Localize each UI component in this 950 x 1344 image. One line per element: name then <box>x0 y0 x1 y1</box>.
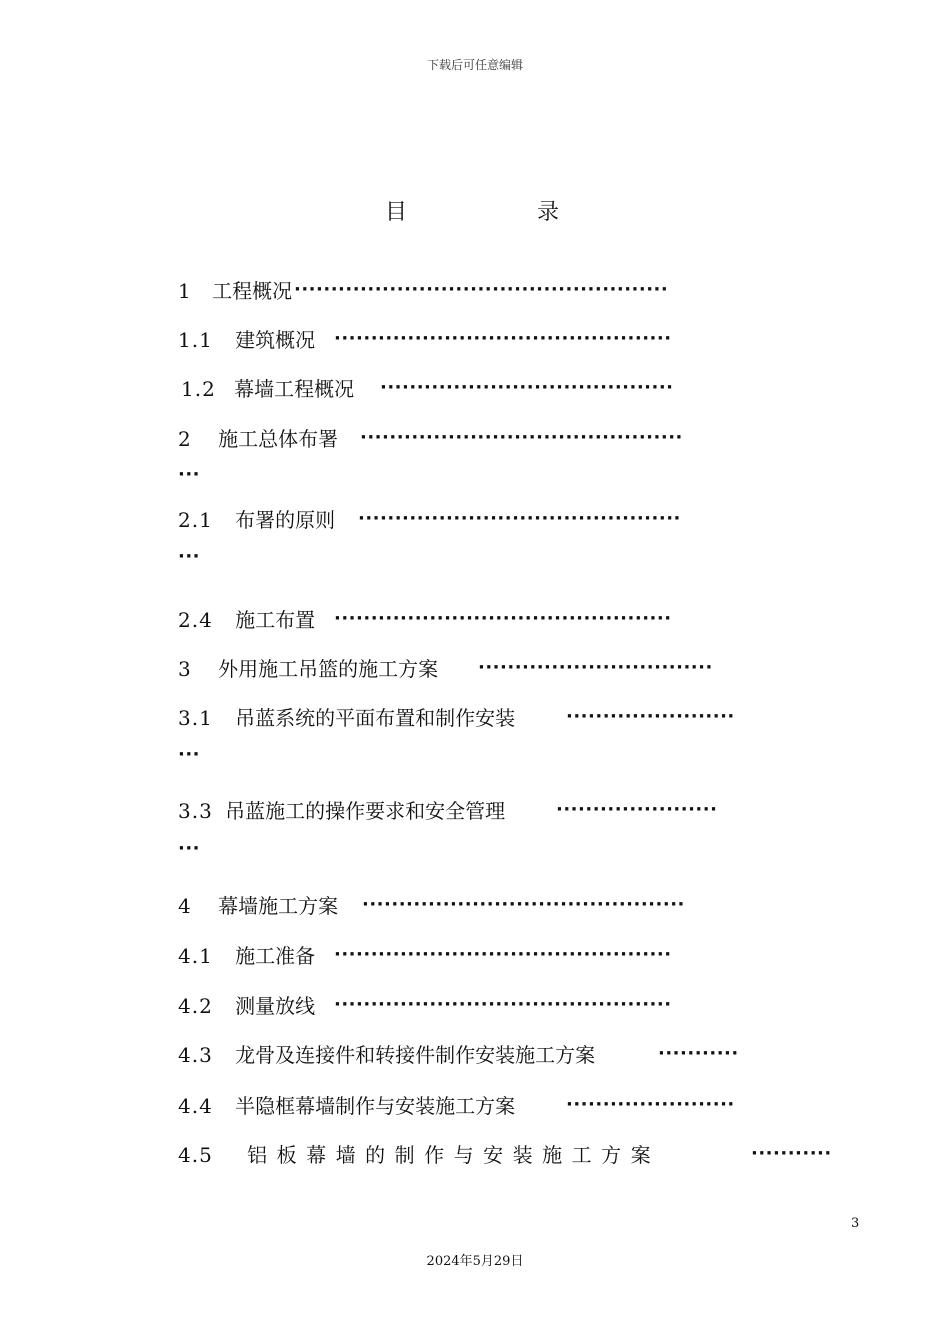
toc-entry[interactable] <box>178 797 505 825</box>
toc-entry-number: 1 <box>178 279 192 303</box>
toc-entry-leader: ······················· <box>566 1094 735 1115</box>
toc-entry-leader: ·············································· <box>334 608 672 629</box>
toc-entry-label: 幕墙施工方案 <box>218 894 339 918</box>
toc-entry-label: 半隐框幕墙制作与安装施工方案 <box>235 1094 516 1118</box>
toc-title-char-1: 目 <box>385 200 408 225</box>
toc-entry-number: 4 <box>178 894 192 918</box>
page-number: 3 <box>851 1216 860 1231</box>
toc-entry-label: 吊蓝系统的平面布置和制作安装 <box>235 706 516 730</box>
toc-entry[interactable] <box>178 1092 515 1120</box>
toc-entry-leader: ································ <box>478 657 713 678</box>
toc-entry-number: 3 <box>178 657 192 681</box>
toc-entry-label: 幕墙工程概况 <box>234 377 355 401</box>
toc-entry-leader: ············································ <box>362 894 685 915</box>
toc-entry-number: 2.4 <box>178 608 213 632</box>
toc-title-char-2: 录 <box>537 200 560 225</box>
toc-entry-number: 4.4 <box>178 1094 213 1118</box>
toc-entry-leader: ··················································· <box>294 279 669 300</box>
toc-entry-leader: ······················ <box>556 799 718 820</box>
toc-entry-number: 1.1 <box>178 328 213 352</box>
toc-entry[interactable] <box>178 1041 595 1069</box>
toc-entry-leader: ·············································· <box>334 944 672 965</box>
toc-entry-leader: ······················· <box>566 706 735 727</box>
toc-title <box>385 195 565 225</box>
toc-entry-label: 布署的原则 <box>235 508 336 532</box>
toc-entry-label: 铝板幕墙的制作与安装施工方案 <box>247 1143 661 1167</box>
toc-entry-number: 3.3 <box>178 799 213 823</box>
toc-entry[interactable] <box>181 375 354 403</box>
toc-entry-leader: ·············································· <box>334 994 672 1015</box>
toc-entry-number: 2 <box>178 427 192 451</box>
toc-entry-leader-continued: ··· <box>178 546 201 567</box>
toc-entry-label: 施工准备 <box>235 944 316 968</box>
toc-entry[interactable] <box>178 992 315 1020</box>
toc-entry-leader: ············································ <box>360 427 683 448</box>
toc-entry-leader: ············································ <box>358 508 681 529</box>
toc-entry[interactable] <box>178 892 338 920</box>
toc-entry[interactable] <box>178 277 292 305</box>
toc-entry[interactable] <box>178 1141 660 1169</box>
toc-entry[interactable] <box>178 942 315 970</box>
toc-entry-leader: ·············································· <box>334 328 672 349</box>
toc-entry[interactable] <box>178 425 338 453</box>
toc-entry-number: 4.3 <box>178 1043 213 1067</box>
toc-entry-label: 工程概况 <box>212 279 293 303</box>
toc-entry[interactable] <box>178 326 315 354</box>
toc-entry-leader: ········································ <box>380 377 674 398</box>
toc-entry-label: 测量放线 <box>235 994 316 1018</box>
page-footer-date: 2024年5月29日 <box>426 1254 524 1269</box>
toc-entry[interactable] <box>178 655 438 683</box>
toc-entry-label: 施工布置 <box>235 608 316 632</box>
toc-entry-leader: ··········· <box>658 1043 739 1064</box>
toc-entry[interactable] <box>178 506 335 534</box>
toc-entry-number: 1.2 <box>181 377 216 401</box>
toc-entry-number: 4.2 <box>178 994 213 1018</box>
toc-entry[interactable] <box>178 704 515 732</box>
toc-entry-leader: ··········· <box>751 1143 832 1164</box>
toc-entry-label: 吊蓝施工的操作要求和安全管理 <box>225 799 506 823</box>
toc-entry-number: 2.1 <box>178 508 213 532</box>
toc-entry-leader-continued: ··· <box>178 838 201 859</box>
toc-entry-label: 龙骨及连接件和转接件制作安装施工方案 <box>235 1043 596 1067</box>
toc-entry-leader-continued: ··· <box>178 744 201 765</box>
toc-entry-number: 3.1 <box>178 706 213 730</box>
toc-entry[interactable] <box>178 606 315 634</box>
toc-entry-label: 施工总体布署 <box>218 427 339 451</box>
page-header: 下载后可任意编辑 <box>426 58 523 72</box>
toc-entry-number: 4.1 <box>178 944 213 968</box>
toc-entry-label: 建筑概况 <box>235 328 316 352</box>
toc-entry-number: 4.5 <box>178 1143 213 1167</box>
toc-entry-label: 外用施工吊篮的施工方案 <box>218 657 439 681</box>
toc-entry-leader-continued: ··· <box>178 464 201 485</box>
